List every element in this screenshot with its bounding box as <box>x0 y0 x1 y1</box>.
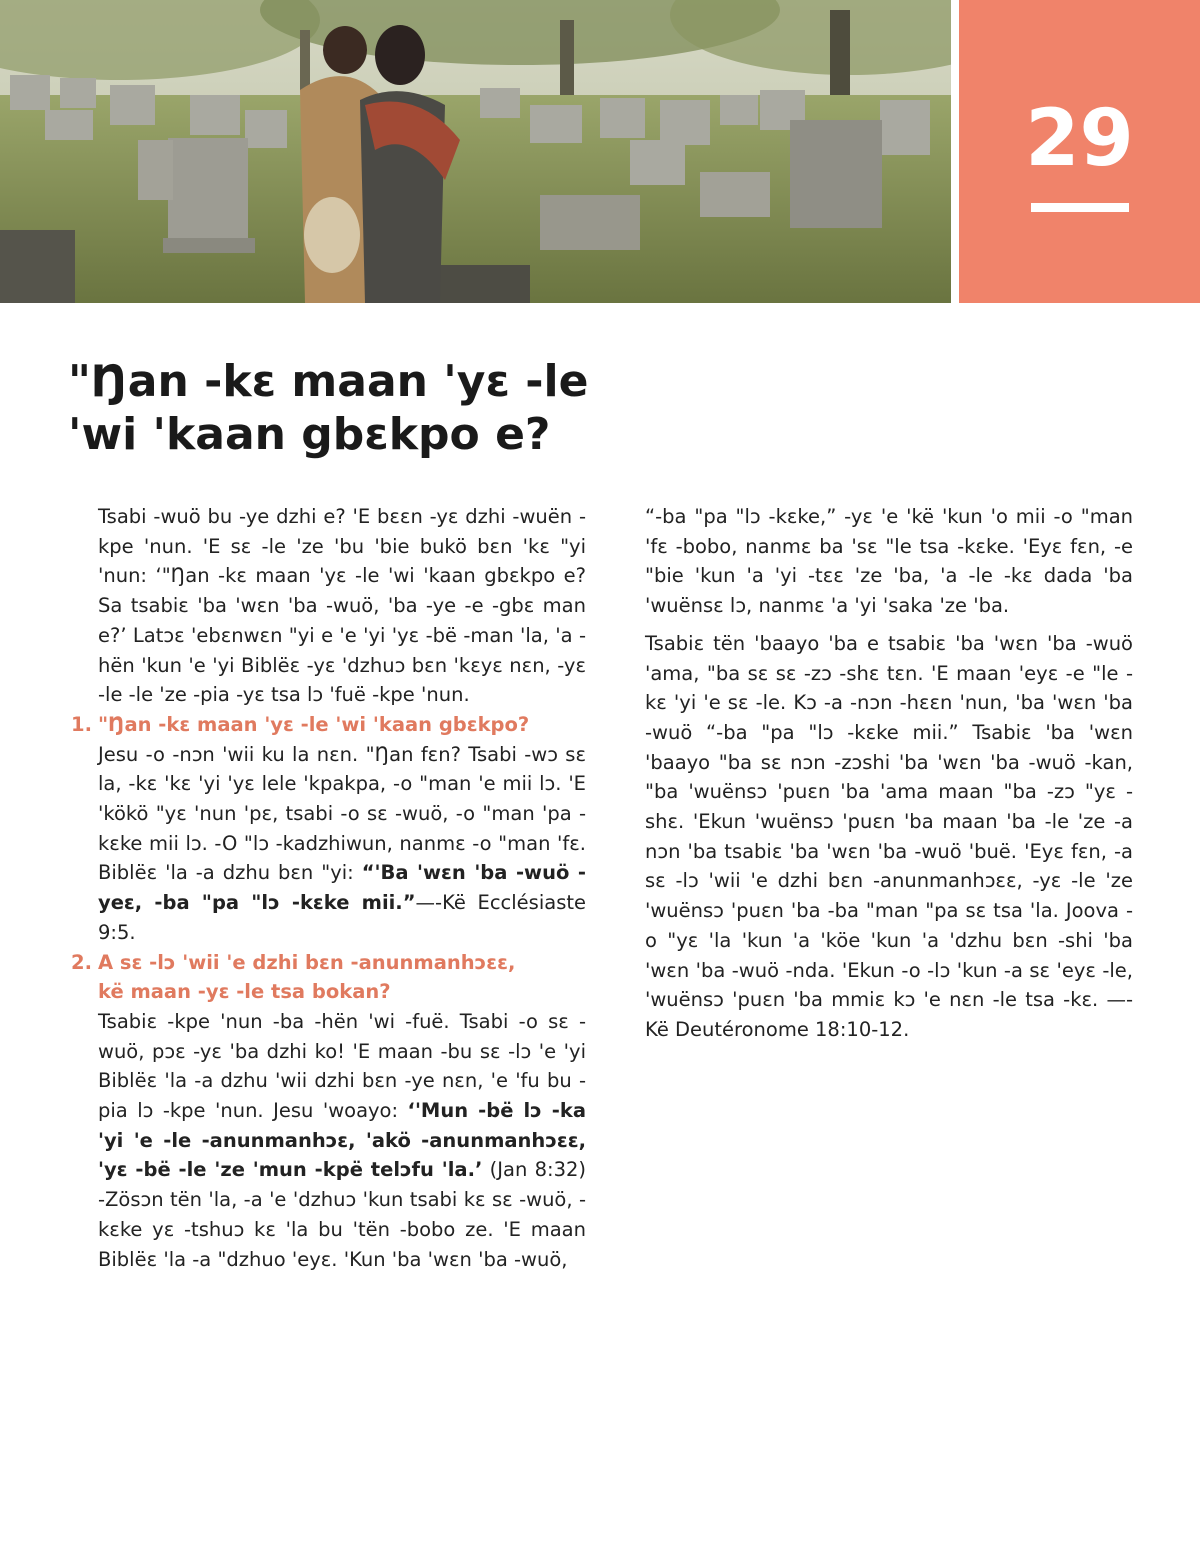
section2-text-continued: (Jan 8:32) -Zösɔn tën 'la, -a 'e 'dzhuɔ 'kun tsabi kɛ sɛ -wuö, -kɛke yɛ -tshuɔ kɛ 'la bu 'tën -bobo ze. 'E maan Biblëɛ 'la -a "dzhuo 'eyɛ. 'Kun 'ba 'wɛn 'ba -wuö, <box>98 1158 586 1271</box>
section1-paragraph <box>98 740 586 948</box>
page-title-line2: 'wi 'kaan gbɛkpo e? <box>68 409 551 460</box>
section2-heading-line2: kë maan -yɛ -le tsa bokan? <box>98 980 391 1004</box>
lesson-number-underline <box>1031 203 1129 212</box>
page-title-line1: "Ŋan -kɛ maan 'yɛ -le <box>68 356 589 407</box>
section2-quote: ‘'Mun -bë lɔ -ka 'yi 'e -le -anunmanhɔɛ, 'akö -anunmanhɔɛɛ, 'yɛ -bë -le 'ze 'mun -kpë telɔfu 'la.’ <box>98 1099 586 1182</box>
section2-paragraph <box>98 1007 586 1274</box>
section1-reference: —-Kë Ecclésiaste 9:5. <box>98 891 587 944</box>
section1-heading-text: "Ŋan -kɛ maan 'yɛ -le 'wi 'kaan gbɛkpo? <box>98 712 530 736</box>
header-photo <box>0 0 951 303</box>
intro-paragraph: Tsabi -wuö bu -ye dzhi e? 'E bɛɛn -yɛ dzhi -wuën -kpe 'nun. 'E sɛ -le 'ze 'bu 'bie bukö bɛn 'kɛ "yi 'nun: ‘"Ŋan -kɛ maan 'yɛ -le 'wi 'kaan gbɛkpo e? Sa tsabiɛ 'ba 'wɛn 'ba -wuö, 'ba -ye -e -gbɛ man e?’ Latɔɛ 'ebɛnwɛn "yi e 'e 'yi 'yɛ -bë -man 'la, 'a -hën 'kun 'e 'yi Biblëɛ -yɛ 'dzhuɔ bɛn 'kɛyɛ nɛn, -yɛ -le -le 'ze -pia -yɛ tsa lɔ 'fuë -kpe 'nun. <box>98 505 586 707</box>
section1-number: 1. <box>71 712 92 736</box>
cemetery-illustration <box>0 0 951 303</box>
page-title <box>68 355 668 461</box>
right-column <box>645 502 1133 1045</box>
section2-text: Tsabiɛ -kpe 'nun -ba -hën 'wi -fuë. Tsabi -o sɛ -wuö, pɔɛ -yɛ 'ba dzhi ko! 'E maan -bu sɛ -lɔ 'e 'yi Biblëɛ 'la -a dzhu 'wii dzhi bɛn -ye nɛn, 'e 'fu bu -pia lɔ -kpe 'nun. Jesu 'woayo: <box>98 1009 586 1123</box>
section1-heading <box>71 710 586 740</box>
lesson-number: 29 <box>1025 94 1134 184</box>
section2-number: 2. <box>71 950 92 974</box>
lesson-number-box <box>959 0 1200 303</box>
section2-paragraph-continued: “-ba "pa "lɔ -kɛke,” -yɛ 'e 'kë 'kun 'o mii -o "man 'fɛ -bobo, nanmɛ ba 'sɛ "le tsa -kɛke. 'Eyɛ fɛn, -e "bie 'kun 'a 'yi -tɛɛ 'ze 'ba, 'a -le -kɛ dada 'ba 'wuënsɛ lɔ, nanmɛ 'a 'yi 'saka 'ze 'ba. <box>645 505 1133 618</box>
section1-quote: “'Ba 'wɛn 'ba -wuö -yeɛ, -ba "pa "lɔ -kɛke mii.” <box>98 861 586 915</box>
left-column <box>71 502 587 1274</box>
section2-paragraph-2: Tsabiɛ tën 'baayo 'ba e tsabiɛ 'ba 'wɛn 'ba -wuö 'ama, "ba sɛ sɛ -zɔ -shɛ tɛn. 'E maan 'eyɛ -e "le -kɛ 'yi 'e sɛ -le. Kɔ -a -nɔn -hɛɛn 'nun, 'ba 'wɛn 'ba -wuö “-ba "pa "lɔ -kɛke mii.” Tsabiɛ 'ba 'wɛn 'baayo "ba sɛ nɔn -zɔshi 'ba 'wɛn 'ba -wuö -kan, "ba 'wuënsɔ 'puɛn 'ba 'ama maan "ba -zɔ "yɛ -shɛ. 'Ekun 'wuënsɔ 'puɛn 'ba maan 'ba -le 'ze -a nɔn 'ba tsabiɛ 'ba 'wɛn 'ba -wuö 'buë. 'Eyɛ fɛn, -a sɛ -lɔ 'wii 'e dzhi bɛn -anunmanhɔɛɛ, -yɛ -le 'ze 'wuënsɔ 'puɛn 'ba -ba "man "pa sɛ tsa 'la. Joova -o "yɛ 'la 'kun 'a 'köe 'kun 'a 'dzhu bɛn -shi 'ba 'wɛn 'ba -wuö -nda. 'Ekun -o -lɔ 'kun -a sɛ 'eyɛ -le, 'wuënsɔ 'puɛn 'ba mmiɛ kɔ 'e nɛn -le tsa -kɛ. —-Kë Deutéronome 18:10-12. <box>645 631 1133 1041</box>
section2-heading <box>71 948 586 1007</box>
section2-heading-line1: A sɛ -lɔ 'wii 'e dzhi bɛn -anunmanhɔɛɛ, <box>98 950 516 974</box>
section1-text: Jesu -o -nɔn 'wii ku la nɛn. "Ŋan fɛn? Tsabi -wɔ sɛ la, -kɛ 'kɛ 'yi 'yɛ lele 'kpakpa, -o "man 'e mii lɔ. 'E 'kökö "yɛ 'nun 'pɛ, tsabi -o sɛ -wuö, -o "man 'pa -kɛke mii lɔ. -O "lɔ -kadzhiwun, nanmɛ -o "man 'fɛ. Biblëɛ 'la -a dzhu bɛn "yi: <box>98 742 586 885</box>
